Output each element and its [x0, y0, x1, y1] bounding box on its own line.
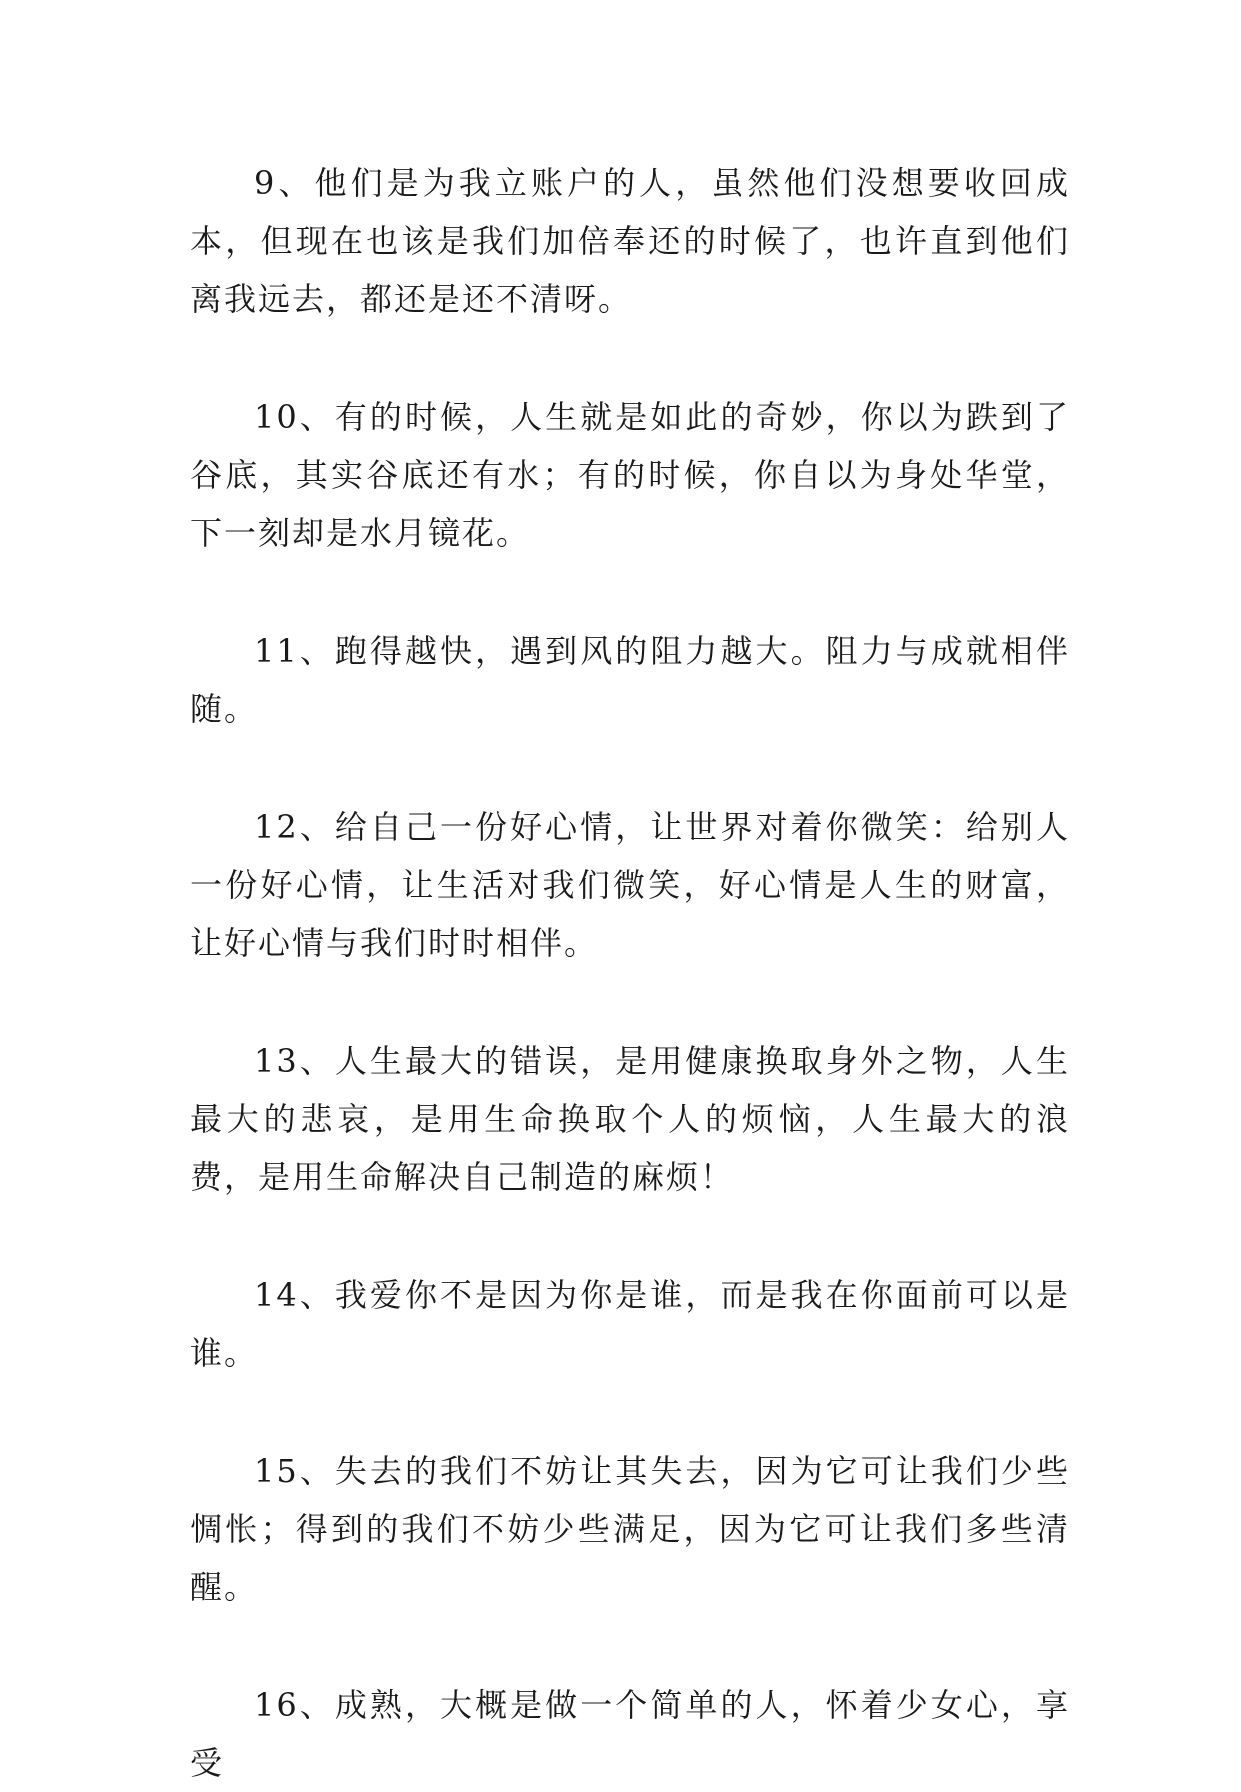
paragraph-15: 15、失去的我们不妨让其失去，因为它可让我们少些惆怅；得到的我们不妨少些满足，因为它可让我们多些清醒。	[190, 1452, 1070, 1606]
paragraph-14: 14、我爱你不是因为你是谁，而是我在你面前可以是谁。	[190, 1276, 1070, 1372]
paragraph-16: 16、成熟，大概是做一个简单的人，怀着少女心，享受	[190, 1686, 1070, 1782]
paragraph-10: 10、有的时候，人生就是如此的奇妙，你以为跌到了谷底，其实谷底还有水；有的时候，你自以为身处华堂，下一刻却是水月镜花。	[190, 398, 1070, 552]
paragraph-13: 13、人生最大的错误，是用健康换取身外之物，人生最大的悲哀，是用生命换取个人的烦恼，人生最大的浪费，是用生命解决自己制造的麻烦！	[190, 1042, 1070, 1196]
paragraph-12: 12、给自己一份好心情，让世界对着你微笑：给别人一份好心情，让生活对我们微笑，好心情是人生的财富，让好心情与我们时时相伴。	[190, 808, 1070, 962]
document-body	[190, 154, 1070, 1792]
paragraph-11: 11、跑得越快，遇到风的阻力越大。阻力与成就相伴随。	[190, 632, 1070, 728]
paragraph-9: 9、他们是为我立账户的人，虽然他们没想要收回成本，但现在也该是我们加倍奉还的时候了，也许直到他们离我远去，都还是还不清呀。	[190, 164, 1070, 318]
